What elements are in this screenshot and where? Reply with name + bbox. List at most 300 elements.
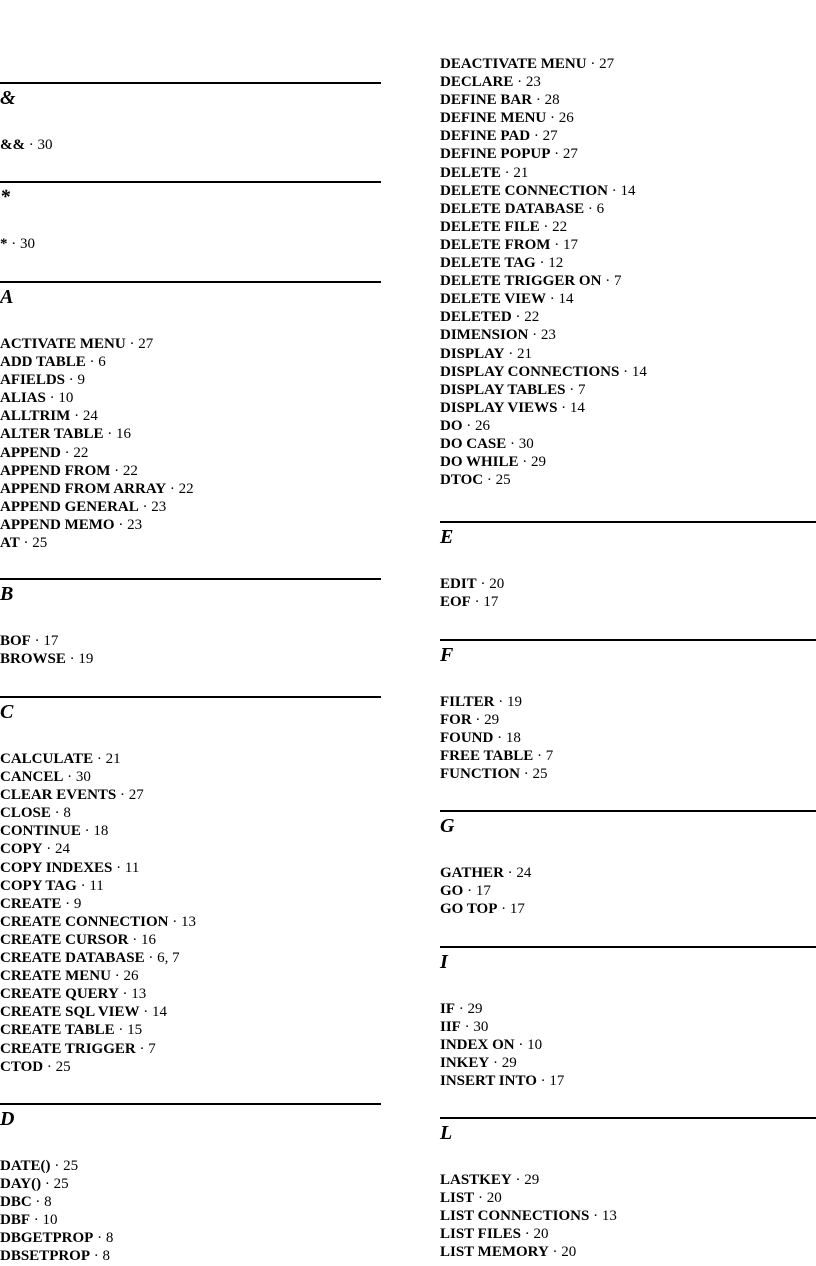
index-entry <box>0 1021 196 1039</box>
index-page-numbers: 7 <box>613 273 622 290</box>
index-page-numbers: 10 <box>42 1212 58 1229</box>
index-term: BOF <box>0 633 31 649</box>
index-separator: · <box>500 164 514 181</box>
index-page-numbers: 13 <box>181 913 196 930</box>
index-separator: · <box>528 327 541 344</box>
index-separator: · <box>503 865 517 881</box>
index-page-numbers: 27 <box>542 128 558 145</box>
index-term: DELETE <box>440 164 501 181</box>
index-separator: · <box>463 883 476 900</box>
index-term: IIF <box>440 1019 461 1036</box>
index-separator: · <box>546 291 559 308</box>
index-term: FUNCTION <box>440 766 521 783</box>
index-entry <box>0 913 196 931</box>
index-term: INKEY <box>440 1055 490 1072</box>
index-section-d <box>0 1103 381 1265</box>
index-page-numbers: 8 <box>102 1248 111 1265</box>
index-page-numbers: 27 <box>562 146 578 163</box>
index-page-numbers: 9 <box>77 372 86 389</box>
index-entry <box>0 1058 196 1076</box>
index-term: INSERT INTO <box>440 1073 537 1090</box>
index-page-numbers: 11 <box>124 859 140 876</box>
index-term: DEFINE POPUP <box>440 146 551 163</box>
index-separator: · <box>70 408 83 425</box>
index-page-numbers: 14 <box>152 1004 167 1021</box>
index-page-numbers: 25 <box>63 1158 79 1174</box>
index-page-numbers: 23 <box>540 327 556 344</box>
index-term: GATHER <box>440 865 504 881</box>
index-page-numbers: 6 <box>98 354 106 371</box>
index-term: INDEX ON <box>440 1037 515 1054</box>
index-separator: · <box>584 200 597 217</box>
index-term: CREATE DATABASE <box>0 950 145 967</box>
index-term: FREE TABLE <box>440 748 534 765</box>
index-entry <box>0 1157 113 1175</box>
index-entry <box>440 218 816 236</box>
index-term: LIST <box>440 1190 475 1207</box>
index-page-numbers: 22 <box>552 218 568 235</box>
index-entry <box>440 1000 564 1018</box>
index-term: CONTINUE <box>0 823 81 840</box>
index-entry <box>0 498 194 516</box>
index-page-numbers: 24 <box>55 841 70 858</box>
index-separator: · <box>144 950 158 967</box>
index-separator: · <box>506 435 519 452</box>
index-separator: · <box>128 931 141 948</box>
index-entry <box>440 1189 617 1207</box>
index-entry <box>0 425 194 443</box>
index-separator: · <box>139 1004 152 1021</box>
index-entry <box>440 435 816 453</box>
index-term: DELETE DATABASE <box>440 200 585 217</box>
index-entry <box>0 840 196 858</box>
index-entry <box>440 593 504 611</box>
index-term: COPY TAG <box>0 877 77 894</box>
index-separator: · <box>25 137 38 153</box>
index-term: DEFINE BAR <box>440 92 533 109</box>
index-entry <box>0 389 194 407</box>
index-page-numbers: 19 <box>506 694 522 710</box>
index-page-numbers: 21 <box>105 751 121 767</box>
index-separator: · <box>116 787 129 804</box>
section-letter-heading: & <box>0 87 16 109</box>
index-page-numbers: 23 <box>525 74 541 91</box>
index-page-numbers: 29 <box>484 712 500 729</box>
index-section-e <box>440 521 816 611</box>
index-page-numbers: 27 <box>128 787 144 804</box>
index-separator: · <box>93 751 106 767</box>
index-entry <box>440 55 816 73</box>
index-page-numbers: 21 <box>516 345 532 362</box>
index-page-numbers: 27 <box>599 56 615 72</box>
index-term: DELETE VIEW <box>440 291 547 308</box>
index-term: CREATE CONNECTION <box>0 913 169 930</box>
index-separator: · <box>30 1212 43 1229</box>
index-page-numbers: 29 <box>467 1001 483 1017</box>
index-entry <box>440 91 816 109</box>
section-entries <box>0 632 93 668</box>
index-separator: · <box>30 633 44 649</box>
index-page-numbers: 30 <box>75 769 91 786</box>
index-page-numbers: 13 <box>601 1208 617 1225</box>
index-separator: · <box>460 1019 474 1036</box>
index-separator: · <box>41 1176 54 1193</box>
section-letter-heading: D <box>0 1108 15 1130</box>
index-entry <box>440 575 504 593</box>
index-entry <box>440 747 553 765</box>
index-term: DEACTIVATE MENU <box>440 56 587 72</box>
index-separator: · <box>31 1194 45 1211</box>
index-page-numbers: 22 <box>73 444 89 461</box>
index-page-numbers: 17 <box>43 633 59 649</box>
index-separator: · <box>43 1058 56 1075</box>
index-separator: · <box>607 182 621 199</box>
index-section-d-continued <box>440 55 816 489</box>
index-page-numbers: 25 <box>495 472 511 489</box>
section-letter-heading: E <box>440 526 454 548</box>
index-term: CREATE MENU <box>0 968 111 985</box>
section-divider <box>0 1103 381 1105</box>
index-page-numbers: 24 <box>516 865 532 881</box>
index-page-numbers: 9 <box>73 895 82 912</box>
index-page-numbers: 17 <box>475 883 491 900</box>
index-section-l <box>440 1117 816 1261</box>
index-term: EOF <box>440 594 471 611</box>
index-term: CREATE TRIGGER <box>0 1040 136 1057</box>
index-entry <box>440 145 816 163</box>
index-entry <box>440 900 531 918</box>
index-page-numbers: 22 <box>178 480 194 497</box>
index-page-numbers: 6 <box>596 200 605 217</box>
index-entry <box>440 1171 617 1189</box>
section-entries <box>440 1171 617 1261</box>
index-separator: · <box>511 1172 525 1188</box>
index-entry <box>0 1003 196 1021</box>
index-term: LASTKEY <box>440 1172 512 1188</box>
index-separator: · <box>462 417 475 434</box>
index-entry <box>440 363 816 381</box>
index-separator: · <box>110 968 124 985</box>
index-page-numbers: 25 <box>32 535 48 552</box>
index-separator: · <box>589 1208 602 1225</box>
index-entry <box>0 534 194 552</box>
index-separator: · <box>90 1248 103 1265</box>
index-page-numbers: 23 <box>127 516 143 533</box>
index-separator: · <box>565 381 578 398</box>
section-entries <box>440 693 553 783</box>
index-entry <box>0 371 194 389</box>
section-letter-heading: G <box>440 815 455 837</box>
index-separator: · <box>61 895 74 912</box>
index-term: DISPLAY VIEWS <box>440 399 558 416</box>
index-entry <box>0 804 196 822</box>
index-entry <box>440 1243 617 1261</box>
index-separator: · <box>489 1055 502 1072</box>
section-entries <box>0 335 194 552</box>
index-term: DTOC <box>440 472 484 489</box>
index-term: IF <box>440 1001 455 1017</box>
index-page-numbers: 25 <box>55 1058 71 1075</box>
index-page-numbers: 27 <box>138 336 154 352</box>
index-term: APPEND GENERAL <box>0 498 139 515</box>
section-entries <box>440 575 504 611</box>
index-term: DELETE CONNECTION <box>440 182 608 199</box>
index-term: EDIT <box>440 576 477 592</box>
index-section-c <box>0 696 381 1075</box>
section-divider <box>440 810 816 812</box>
index-entry <box>440 1054 564 1072</box>
section-letter-heading: A <box>0 286 14 308</box>
index-term: ADD TABLE <box>0 354 86 371</box>
index-separator: · <box>60 444 74 461</box>
index-term: CREATE CURSOR <box>0 931 129 948</box>
index-page-numbers: 18 <box>505 730 521 747</box>
index-page-numbers: 10 <box>527 1037 543 1054</box>
index-page-numbers: 7 <box>577 381 586 398</box>
index-page-numbers: 26 <box>123 968 139 985</box>
index-entry <box>440 399 816 417</box>
index-term: CLOSE <box>0 805 51 822</box>
index-entry <box>440 1072 564 1090</box>
index-page-numbers: 29 <box>531 454 546 471</box>
index-entry <box>0 1175 113 1193</box>
index-entry <box>0 985 196 1003</box>
index-separator: · <box>493 730 506 747</box>
index-page-numbers: 15 <box>127 1022 143 1039</box>
index-page-numbers: 14 <box>558 291 574 308</box>
index-entry <box>0 1211 113 1229</box>
index-entry <box>440 1207 617 1225</box>
index-term: FILTER <box>440 694 495 710</box>
index-entry <box>440 200 816 218</box>
index-page-numbers: 20 <box>561 1244 577 1261</box>
index-entry <box>440 471 816 489</box>
index-term: GO TOP <box>440 901 498 918</box>
index-page-numbers: 23 <box>151 498 167 515</box>
index-term: DO <box>440 417 463 434</box>
index-separator: · <box>550 236 563 253</box>
index-entry <box>0 407 194 425</box>
index-entry <box>0 931 196 949</box>
index-separator: · <box>513 74 526 91</box>
index-entry <box>0 353 194 371</box>
index-section-ampersand <box>0 82 381 153</box>
index-separator: · <box>45 390 59 407</box>
index-term: ALLTRIM <box>0 408 71 425</box>
index-entry <box>440 182 816 200</box>
index-term: CREATE TABLE <box>0 1022 115 1039</box>
index-entry <box>440 254 816 272</box>
index-page-numbers: 21 <box>513 164 529 181</box>
index-entry <box>0 1247 113 1265</box>
index-entry <box>0 768 196 786</box>
index-page-numbers: 17 <box>483 594 499 611</box>
index-term: DBC <box>0 1194 32 1211</box>
index-entry <box>0 516 194 534</box>
index-separator: · <box>471 712 485 729</box>
index-entry <box>0 949 196 967</box>
index-term: DEFINE PAD <box>440 128 531 145</box>
index-page-numbers: 30 <box>518 435 534 452</box>
index-page-numbers: 16 <box>116 426 132 443</box>
index-separator: · <box>514 1037 528 1054</box>
section-letter-heading: B <box>0 583 14 605</box>
index-term: APPEND FROM <box>0 462 111 479</box>
index-page-numbers: 26 <box>475 417 490 434</box>
index-separator: · <box>476 576 490 592</box>
index-page-numbers: 22 <box>524 309 540 326</box>
index-separator: · <box>65 651 79 668</box>
index-term: AFIELDS <box>0 372 66 389</box>
index-page-numbers: 29 <box>524 1172 540 1188</box>
index-entry <box>0 650 93 668</box>
index-entry <box>0 1229 113 1247</box>
index-term: LIST FILES <box>440 1226 522 1243</box>
index-term: ALTER TABLE <box>0 426 104 443</box>
index-entry <box>440 864 531 882</box>
index-page-numbers: 8 <box>44 1194 52 1211</box>
index-term: CREATE <box>0 895 62 912</box>
index-page-numbers: 25 <box>53 1176 69 1193</box>
index-page-numbers: 20 <box>533 1226 549 1243</box>
index-entry <box>0 967 196 985</box>
index-term: APPEND <box>0 444 61 461</box>
index-page-numbers: 8 <box>63 805 71 822</box>
index-term: CLEAR EVENTS <box>0 787 117 804</box>
section-divider <box>440 1117 816 1119</box>
index-term: CANCEL <box>0 769 64 786</box>
index-term: DBGETPROP <box>0 1230 94 1247</box>
section-divider <box>440 521 816 523</box>
index-separator: · <box>50 1158 64 1174</box>
section-letter-heading: C <box>0 701 14 723</box>
index-separator: · <box>619 363 632 380</box>
index-entry <box>0 1040 196 1058</box>
section-entries <box>440 864 531 918</box>
index-term: ACTIVATE MENU <box>0 336 126 352</box>
index-separator: · <box>557 399 570 416</box>
index-term: DISPLAY <box>440 345 505 362</box>
index-entry <box>0 335 194 353</box>
index-separator: · <box>65 372 78 389</box>
index-separator: · <box>494 694 507 710</box>
index-entry <box>0 480 194 498</box>
index-page-numbers: 18 <box>93 823 109 840</box>
index-term: DBF <box>0 1212 30 1229</box>
index-separator: · <box>474 1190 487 1207</box>
index-separator: · <box>601 273 614 290</box>
index-entry <box>440 1225 617 1243</box>
index-page-numbers: 6, 7 <box>157 950 180 967</box>
index-term: * <box>0 236 8 252</box>
index-page-numbers: 7 <box>545 748 554 765</box>
section-divider <box>0 578 381 580</box>
index-separator: · <box>520 766 533 783</box>
index-separator: · <box>536 1073 550 1090</box>
section-divider <box>440 946 816 948</box>
index-separator: · <box>93 1230 106 1247</box>
index-separator: · <box>125 336 139 352</box>
index-separator: · <box>80 823 94 840</box>
index-term: DAY() <box>0 1176 42 1193</box>
index-entry <box>440 729 553 747</box>
index-section-b <box>0 578 381 668</box>
index-entry <box>440 109 816 127</box>
index-separator: · <box>546 110 559 127</box>
index-page-numbers: 14 <box>620 182 636 199</box>
index-separator: · <box>455 1001 468 1017</box>
index-entry <box>0 444 194 462</box>
index-separator: · <box>114 516 128 533</box>
index-entry <box>440 765 553 783</box>
index-separator: · <box>533 748 546 765</box>
section-divider <box>0 181 381 183</box>
index-page-numbers: 26 <box>558 110 574 127</box>
index-section-g <box>440 810 816 918</box>
index-term: DO WHILE <box>440 454 519 471</box>
index-separator: · <box>539 218 553 235</box>
index-entry <box>440 1036 564 1054</box>
index-term: && <box>0 137 25 153</box>
index-term: CREATE SQL VIEW <box>0 1004 140 1021</box>
index-separator: · <box>76 877 90 894</box>
index-term: DBSETPROP <box>0 1248 91 1265</box>
index-entry <box>440 882 531 900</box>
index-entry <box>440 290 816 308</box>
index-page-numbers: 11 <box>89 877 104 894</box>
index-entry <box>0 859 196 877</box>
index-term: DISPLAY TABLES <box>440 381 566 398</box>
section-divider <box>0 281 381 283</box>
index-entry <box>440 693 553 711</box>
index-term: DELETE TAG <box>440 255 536 272</box>
index-term: BROWSE <box>0 651 66 668</box>
index-entry <box>440 308 816 326</box>
index-term: DELETE FILE <box>440 218 540 235</box>
index-separator: · <box>63 769 76 786</box>
index-entry <box>0 462 194 480</box>
index-separator: · <box>535 255 549 272</box>
index-page-numbers: 30 <box>20 236 35 252</box>
index-separator: · <box>19 535 33 552</box>
index-term: LIST CONNECTIONS <box>440 1208 590 1225</box>
index-entry <box>440 381 816 399</box>
index-entry <box>0 136 53 154</box>
index-term: FOR <box>440 712 472 729</box>
index-term: LIST MEMORY <box>440 1244 549 1261</box>
index-entry <box>0 1193 113 1211</box>
index-term: DO CASE <box>440 435 507 452</box>
index-separator: · <box>548 1244 562 1261</box>
section-letter-heading: I <box>440 951 448 973</box>
section-divider <box>0 82 381 84</box>
index-term: DELETE FROM <box>440 236 551 253</box>
index-separator: · <box>135 1040 149 1057</box>
index-separator: · <box>112 859 125 876</box>
section-entries <box>0 750 196 1076</box>
section-divider <box>440 639 816 641</box>
index-page-numbers: 17 <box>509 901 525 918</box>
index-entry <box>440 1018 564 1036</box>
index-term: CALCULATE <box>0 751 94 767</box>
index-term: DISPLAY CONNECTIONS <box>440 363 620 380</box>
index-page-numbers: 8 <box>105 1230 114 1247</box>
index-entry <box>440 417 816 435</box>
index-separator: · <box>50 805 64 822</box>
index-separator: · <box>483 472 496 489</box>
index-term: DELETED <box>440 309 512 326</box>
index-section-asterisk <box>0 181 381 252</box>
